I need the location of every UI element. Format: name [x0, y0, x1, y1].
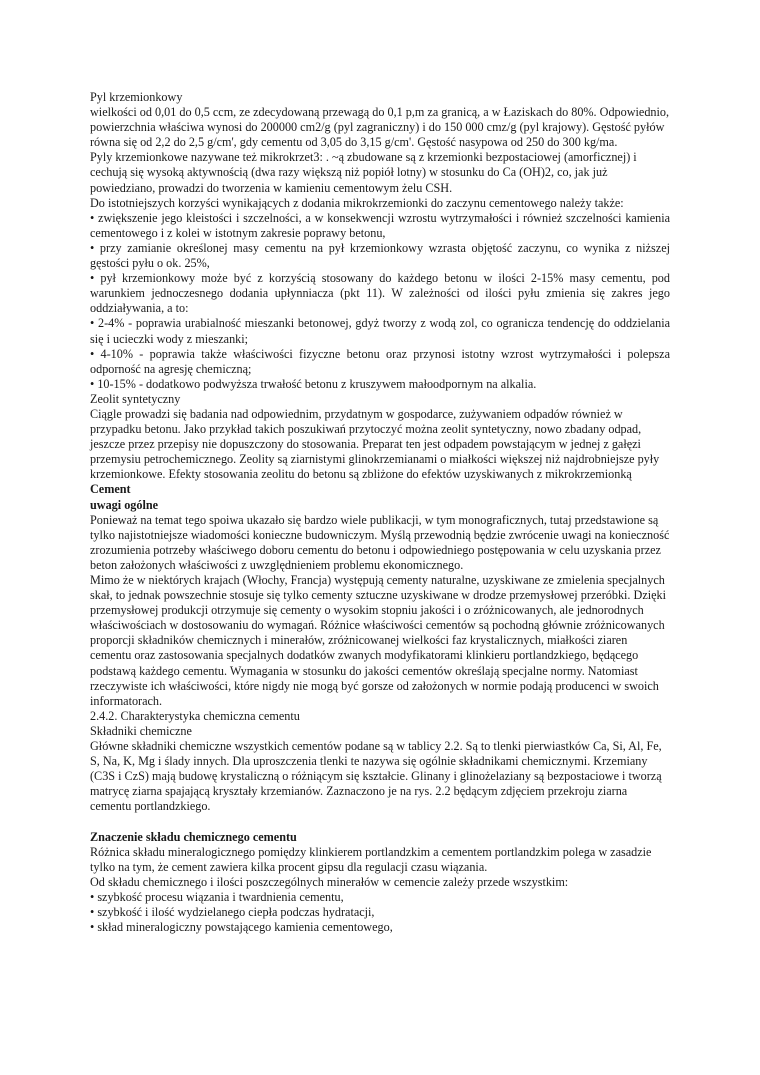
heading-znaczenie: Znaczenie składu chemicznego cementu	[90, 829, 297, 844]
heading-cement: Cement	[90, 482, 131, 497]
paragraph-korzysci-intro: Do istotniejszych korzyści wynikających z dodania mikrokrzemionki do zaczynu cementowego należy także:	[90, 195, 624, 210]
paragraph-roznica: Różnica składu mineralogicznego pomiędzy klinkierem portlandzkim a cementem portlandzkim polega w zasadzie tylko na tym, że cement zawiera kilka procent gipsu dla regulacji czasu wiązania.	[90, 844, 652, 874]
paragraph-wielkosc: wielkości od 0,01 do 0,5 ccm, ze zdecydowaną przewagą do 0,1 p,m za granicą, a w Łaziskach do 80%. Odpowiednio, powierzchnia właściwa wynosi do 200000 cm2/g (pyl zagraniczny) i do 150 000 cmz/g (pyl krajowy). Gęstość pyłów równa się od 2,2 do 2,5 g/cm', gdy cementu od 3,05 do 3,15 g/cm'. Gęstość nasypowa od 250 do 300 kg/ma.	[90, 105, 670, 150]
heading-charakterystyka: 2.4.2. Charakterystyka chemiczna cementu	[90, 708, 300, 723]
paragraph-cementy-naturalne: Mimo że w niektórych krajach (Włochy, Francja) występują cementy naturalne, uzyskiwane ze zmielenia specjalnych skał, to jednak powszechnie stosuje się tylko cementy sztuczne uzyskiwane w drodze przemysłowej przeróbki. Dzięki przemysłowej produkcji otrzymuje się cementy o wysokim stopniu jakości i o zróżnicowanych, ale jednorodnych właściwościach w dostosowaniu do wymagań. Różnice właściwości cementów są pochodną głównie zróżnicowanych proporcji składników chemicznych i minerałów, zróżnicowanej wielkości faz krystalicznych, miałkości ziaren cementu oraz zastosowania specjalnych dodatków zwanych modyfikatorami klinkieru portlandzkiego, będącego podstawą każdego cementu. Wymagania w stosunku do jakości cementów określają specjalne normy. Natomiast rzeczywiste ich właściwości, które nigdy nie mogą być gorsze od założonych w normie podają producenci w swoich informatorach.	[90, 573, 667, 708]
heading-uwagi-ogolne: uwagi ogólne	[90, 497, 159, 512]
paragraph-publikacje: Ponieważ na temat tego spoiwa ukazało się bardzo wiele publikacji, w tym monograficznych, tutaj przedstawione są tylko najistotniejsze wiadomości konieczne budowniczym. Myślą przewodnią będzie zwrócenie uwagi na konieczność zrozumienia potrzeby właściwego doboru cementu do betonu i odpowiedniego postępowania w celu uzyskania przez beton założonych właściwości z uwzględnieniem problemu ekonomicznego.	[90, 512, 670, 572]
bullet-dodatek: • pył krzemionkowy może być z korzyścią stosowany do każdego betonu w ilości 2-15% masy cementu, pod warunkiem jednoczesnego dodania upłynniacza (pkt 11). W zależności od ilości pyłu zmienia się zakres jego oddziaływania, a to:	[90, 271, 670, 316]
bullet-cieplo: • szybkość i ilość wydzielanego ciepła podczas hydratacji,	[90, 904, 375, 919]
paragraph-mikrokrzemionka: Pyly krzemionkowe nazywane też mikrokrzet3: . ~ą zbudowane są z krzemionki bezpostaciowej (amorficznej) i cechują się wysoką aktywnością (dwa razy większą niż popiół lotny) w stosunku do Ca (OH)2, co, jak już powiedziano, prowadzi do tworzenia w kamieniu cementowym żelu CSH.	[90, 150, 637, 195]
bullet-kleistosc: • zwiększenie jego kleistości i szczelności, a w konsekwencji wzrostu wytrzymałości i również szczelności kamienia cementowego i z kolei w istotnym zakresie poprawy betonu,	[90, 210, 670, 240]
bullet-10-15: • 10-15% - dodatkowo podwyższa trwałość betonu z kruszywem małoodpornym na alkalia.	[90, 376, 537, 391]
heading-zeolit: Zeolit syntetyczny	[90, 391, 181, 406]
heading-pyl-krzemionkowy: Pyl krzemionkowy	[90, 90, 183, 104]
paragraph-zeolit: Ciągle prowadzi się badania nad odpowiednim, przydatnym w gospodarce, zużywaniem odpadów również w przypadku betonu. Jako przykład takich poszukiwań przytoczyć można zeolit syntetyczny, nowo zbadany odpad, jeszcze przez przepisy nie dopuszczony do stosowania. Preparat ten jest odpadem powstającym w jednej z gałęzi przemysiu petrochemicznego. Zeolity są ziarnistymi glinokrzemianami o miałkości większej niż najdrobniejsze pyły krzemionkowe. Efekty stosowania zeolitu do betonu są zbliżone do efektów uzyskiwanych z mikrokrzemionką	[90, 406, 660, 482]
paragraph-zalezy: Od składu chemicznego i ilości poszczególnych minerałów w cemencie zależy przede wszystkim:	[90, 874, 569, 889]
bullet-4-10: • 4-10% - poprawia także właściwości fizyczne betonu oraz przynosi istotny wzrost wytrzymałości i polepsza odporność na agresję chemiczną;	[90, 346, 670, 376]
bullet-objetosc: • przy zamianie określonej masy cementu na pył krzemionkowy wzrasta objętość zaczynu, co wynika z niższej gęstości pyłu o ok. 25%,	[90, 240, 670, 271]
paragraph-skladniki: Główne składniki chemiczne wszystkich cementów podane są w tablicy 2.2. Są to tlenki pierwiastków Ca, Si, Al, Fe, S, Na, K, Mg i ślady innych. Dla uproszczenia tlenki te nazywa się ogólnie składnikami chemicznymi. Krzemiany (C3S i CzS) mają budowę krystaliczną o różniącym się kształcie. Glinany i glinożelaziany są bezpostaciowe i tworzą matrycę ziarna spajającą kryształy krzemianów. Zaznaczono je na rys. 2.2 będącym zdjęciem przekroju ziarna cementu portlandzkiego.	[90, 739, 662, 814]
bullet-2-4: • 2-4% - poprawia urabialność mieszanki betonowej, gdyż tworzy z wodą zol, co ogranicza tendencję do oddzielania się i ucieczki wody z mieszanki;	[90, 316, 670, 346]
bullet-wiazanie: • szybkość procesu wiązania i twardnienia cementu,	[90, 889, 344, 904]
document-body	[90, 90, 670, 935]
heading-skladniki: Składniki chemiczne	[90, 723, 192, 738]
bullet-sklad: • skład mineralogiczny powstającego kamienia cementowego,	[90, 920, 393, 935]
paragraph-spacer	[90, 815, 670, 830]
